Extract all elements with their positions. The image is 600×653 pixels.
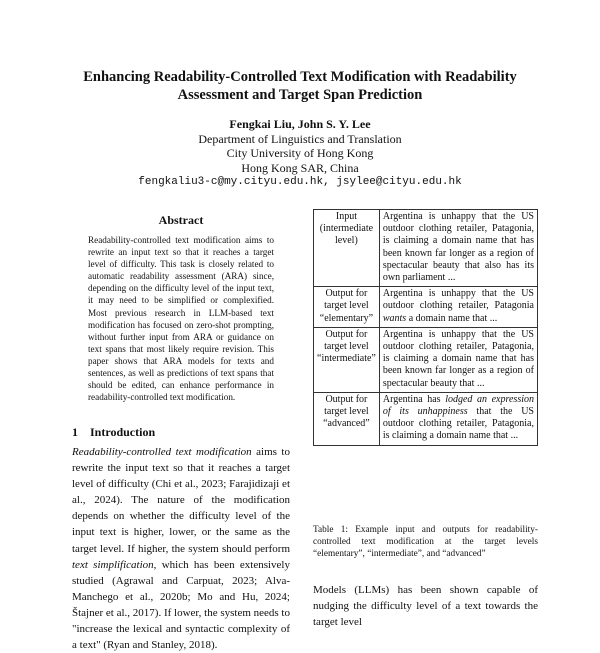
right-column-text: Models (LLMs) has been shown capable of nudging the difficulty level of a text towards the target level: [313, 584, 538, 629]
cell-text: Argentina has: [382, 393, 446, 405]
table-cell-label: Output for target level “intermediate”: [314, 327, 380, 392]
example-table: [313, 209, 538, 446]
table-cell-label: Output for target level “advanced”: [314, 392, 380, 445]
cell-emphasis: lodged an expression of its unhappiness: [382, 393, 534, 418]
author-emails: fengkaliu3-c@my.cityu.edu.hk, jsylee@cityu.edu.hk: [138, 176, 462, 188]
cell-text: a domain name that ...: [406, 312, 498, 324]
table-cell-text: [379, 327, 537, 392]
paper-title: [60, 68, 540, 104]
table-cell-text: [379, 392, 537, 445]
table-row: [314, 287, 538, 328]
author-names: Fengkai Liu, John S. Y. Lee: [229, 117, 371, 131]
cell-emphasis: wants: [382, 312, 407, 324]
table-row: [314, 327, 538, 392]
abstract-body: Readability-controlled text modification aims to rewrite an input text so that it reaches a target level of difficulty. This task is closely related to automatic readability assessment (ARA) since, depending on the difficulty level of the input text, it may need to be simplified or complexified. Most previous research in LLM-based text modification has focused on zero-shot prompting, without further input from ARA or guidance on text spans that most likely require revision. This paper shows that ARA models for texts and sentences, as well as predictions of text spans that should be edited, can enhance performance in readability-controlled text modification.: [88, 235, 274, 403]
table-cell-text: [379, 287, 537, 328]
abstract-heading: Abstract: [158, 213, 204, 227]
cell-text: Argentina is unhappy that the US outdoor clothing retailer, Patagonia, is claiming a domain name that has been known far longer as a region of spectacular beauty that ...: [382, 328, 534, 389]
table-cell-text: [379, 210, 537, 287]
title-line: Enhancing Readability-Controlled Text Modification with Readability: [83, 69, 517, 85]
section-heading: [72, 425, 290, 440]
intro-term: Readability-controlled text modification: [72, 446, 252, 458]
intro-text: aims to rewrite the input text so that it reaches a target level of difficulty (Chi et al., 2023; Farajidizaji et al., 2024). The nature of the modification depends on whether the difficulty level of the input text is higher, lower, or the same as the target level. If higher, the system should perform: [72, 446, 290, 555]
table-cell-label: Input (intermediate level): [314, 210, 380, 287]
affiliation-line: Department of Linguistics and Translation: [198, 131, 402, 146]
table-row: [314, 210, 538, 287]
intro-paragraph: [72, 444, 290, 653]
intro-term: text simplification: [72, 558, 154, 571]
cell-text: Argentina is unhappy that the US outdoor clothing retailer, Patagonia, is claiming a domain name that has been known far longer as a region of spectacular beauty that also has its own parliament ...: [382, 211, 534, 284]
section-number: 1: [72, 425, 78, 439]
intro-text: , which has been extensively studied (Agrawal and Carpuat, 2023; Alva-Manchego et al., 2020b; Mo and Hu, 2024; Štajner et al., 2017). If lower, the system needs to "increase the lexical and syntactic complexity of a text" (Ryan and Stanley, 2018).: [72, 558, 290, 652]
title-line: Assessment and Target Span Prediction: [177, 87, 423, 103]
affiliation-line: Hong Kong SAR, China: [241, 160, 359, 175]
cell-text: Argentina is unhappy that the US outdoor clothing retailer, Patagonia: [382, 288, 534, 312]
author-block: [60, 117, 540, 190]
table-cell-label: Output for target level “elementary”: [314, 287, 380, 328]
cell-text: that the US outdoor clothing retailer, Patagonia, is claiming a domain name that ...: [382, 406, 534, 442]
table-row: [314, 392, 538, 445]
section-title: Introduction: [90, 425, 156, 439]
table-caption: Table 1: Example input and outputs for readability-controlled text modification at the target levels “elementary”, “intermediate”, and “advanced”: [313, 525, 538, 559]
affiliation-line: City University of Hong Kong: [226, 146, 374, 160]
